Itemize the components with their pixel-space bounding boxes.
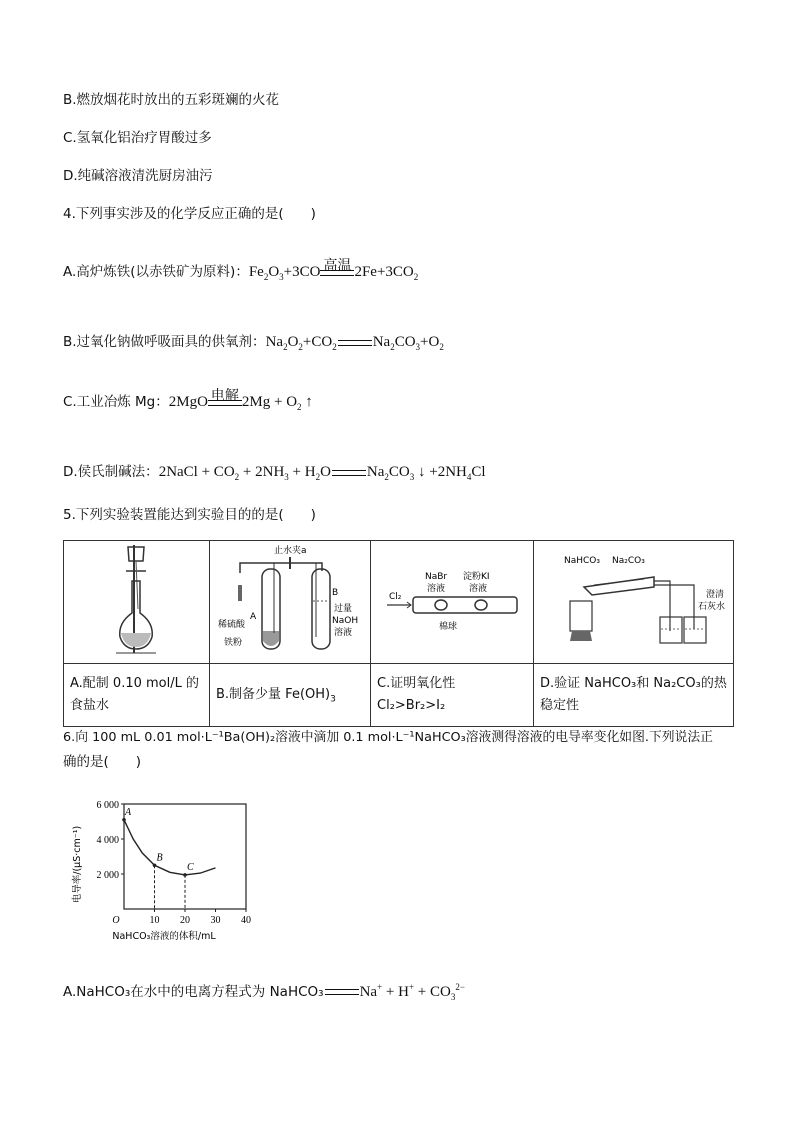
q4-option-d	[63, 462, 486, 482]
q6-stem-line1: 6.向 100 mL 0.01 mol·L⁻¹Ba(OH)₂溶液中滴加 0.1 mol·L⁻¹NaHCO₃溶液测得溶液的电导率变化如图.下列说法正	[63, 730, 713, 745]
svg-text:过量: 过量	[334, 604, 353, 614]
x-tick-label: 20	[180, 915, 190, 926]
point-c	[183, 873, 187, 877]
svg-text:Na₂CO₃: Na₂CO₃	[612, 556, 645, 566]
q4-option-c	[63, 388, 313, 412]
q6-option-a-ions: $Na^+ + H^+ + CO_3^{2-}$	[359, 982, 465, 1002]
svg-text:澄清: 澄清	[706, 590, 725, 600]
q4-option-a-equation: $Fe_2O_3+3CO$ 高温 $2Fe+3CO_2$	[248, 258, 419, 282]
q4-option-b-equation: $Na_2O_2+CO_2$ $Na_2CO_3+O_2$	[265, 334, 444, 352]
x-axis-title: NaHCO₃溶液的体积/mL	[112, 931, 216, 942]
ferrous-hydroxide-apparatus-figure	[210, 541, 370, 659]
q6-stem-line2: 确的是( )	[63, 754, 142, 770]
svg-text:稀硫酸: 稀硫酸	[218, 620, 246, 630]
q4-stem: 4.下列事实涉及的化学反应正确的是( )	[63, 206, 316, 222]
caption-b: B.制备少量 $Fe(OH)_3$	[210, 664, 371, 727]
q3-option-d: D.纯碱溶液清洗厨房油污	[63, 168, 213, 184]
x-tick-label: 10	[149, 915, 160, 926]
svg-text:溶液: 溶液	[427, 584, 446, 594]
volumetric-flask-figure	[64, 541, 209, 659]
svg-text:NaOH: NaOH	[332, 616, 359, 626]
q4-option-c-prefix: C.工业冶炼 Mg：	[63, 394, 169, 410]
q4-option-d-equation: 2NaCl + $CO_2 + 2NH_3 + H_2O$ $Na_2CO_3$ ↓ $+2NH_4Cl$	[158, 464, 486, 482]
q4-option-c-equation: 2MgO 电解 $2Mg + O_2$ ↑	[168, 388, 313, 412]
point-label: A	[125, 806, 132, 818]
q4-option-a-prefix: A.高炉炼铁(以赤铁矿为原料)：	[63, 264, 249, 280]
svg-text:溶液: 溶液	[334, 628, 353, 638]
caption-c: C.证明氧化性 Cl₂>Br₂>I₂	[371, 664, 534, 727]
apparatus-c-cell	[371, 541, 534, 664]
point-b	[153, 863, 157, 867]
point-label: C	[187, 861, 194, 873]
x-tick-label: O	[112, 915, 120, 926]
apparatus-b-cell	[210, 541, 371, 664]
q5-options-table	[63, 540, 734, 727]
svg-text:A: A	[250, 612, 257, 622]
q6-option-a-prefix: A.NaHCO₃在水中的电离方程式为 NaHCO₃	[63, 984, 324, 1000]
svg-text:NaBr: NaBr	[425, 572, 448, 582]
conductivity-curve	[124, 820, 216, 875]
plot-frame	[124, 804, 246, 909]
caption-a: A.配制 0.10 mol/L 的食盐水	[64, 664, 210, 727]
q4-option-d-prefix: D.侯氏制碱法：	[63, 464, 159, 480]
svg-text:铁粉: 铁粉	[224, 638, 243, 648]
y-tick-label: 6 000	[96, 800, 119, 811]
x-tick-label: 30	[210, 915, 221, 926]
y-tick-label: 2 000	[96, 870, 119, 881]
svg-text:止水夹a: 止水夹a	[274, 546, 307, 556]
svg-text:石灰水: 石灰水	[698, 602, 726, 612]
svg-text:棉球: 棉球	[439, 622, 458, 632]
point-a	[122, 818, 126, 822]
caption-d: D.验证 NaHCO₃和 Na₂CO₃的热稳定性	[534, 664, 734, 727]
svg-text:NaHCO₃: NaHCO₃	[564, 556, 600, 566]
q3-option-b: B.燃放烟花时放出的五彩斑斓的火花	[63, 92, 280, 108]
apparatus-d-cell	[534, 541, 734, 664]
q5-stem: 5.下列实验装置能达到实验目的的是( )	[63, 507, 316, 523]
q6-option-a	[63, 982, 465, 1002]
q3-option-c: C.氢氧化铝治疗胃酸过多	[63, 130, 212, 146]
y-axis-title: 电导率/(μS·cm⁻¹)	[72, 825, 83, 904]
point-label: B	[156, 852, 163, 864]
q4-option-b	[63, 332, 444, 352]
apparatus-a-cell	[64, 541, 210, 664]
thermal-stability-apparatus-figure	[534, 541, 733, 659]
caption-b-text: B.制备少量 Fe(OH)	[216, 687, 331, 702]
svg-text:淀粉KI: 淀粉KI	[463, 572, 490, 582]
q4-option-b-prefix: B.过氧化钠做呼吸面具的供氧剂：	[63, 334, 266, 350]
svg-text:B: B	[332, 588, 339, 598]
y-tick-label: 4 000	[96, 835, 119, 846]
svg-text:Cl₂: Cl₂	[389, 592, 402, 602]
conductivity-chart	[60, 780, 260, 950]
svg-text:溶液: 溶液	[469, 584, 488, 594]
halogen-oxidation-tube-figure	[371, 541, 533, 659]
x-tick-label: 40	[241, 915, 251, 926]
q4-option-a	[63, 258, 419, 282]
